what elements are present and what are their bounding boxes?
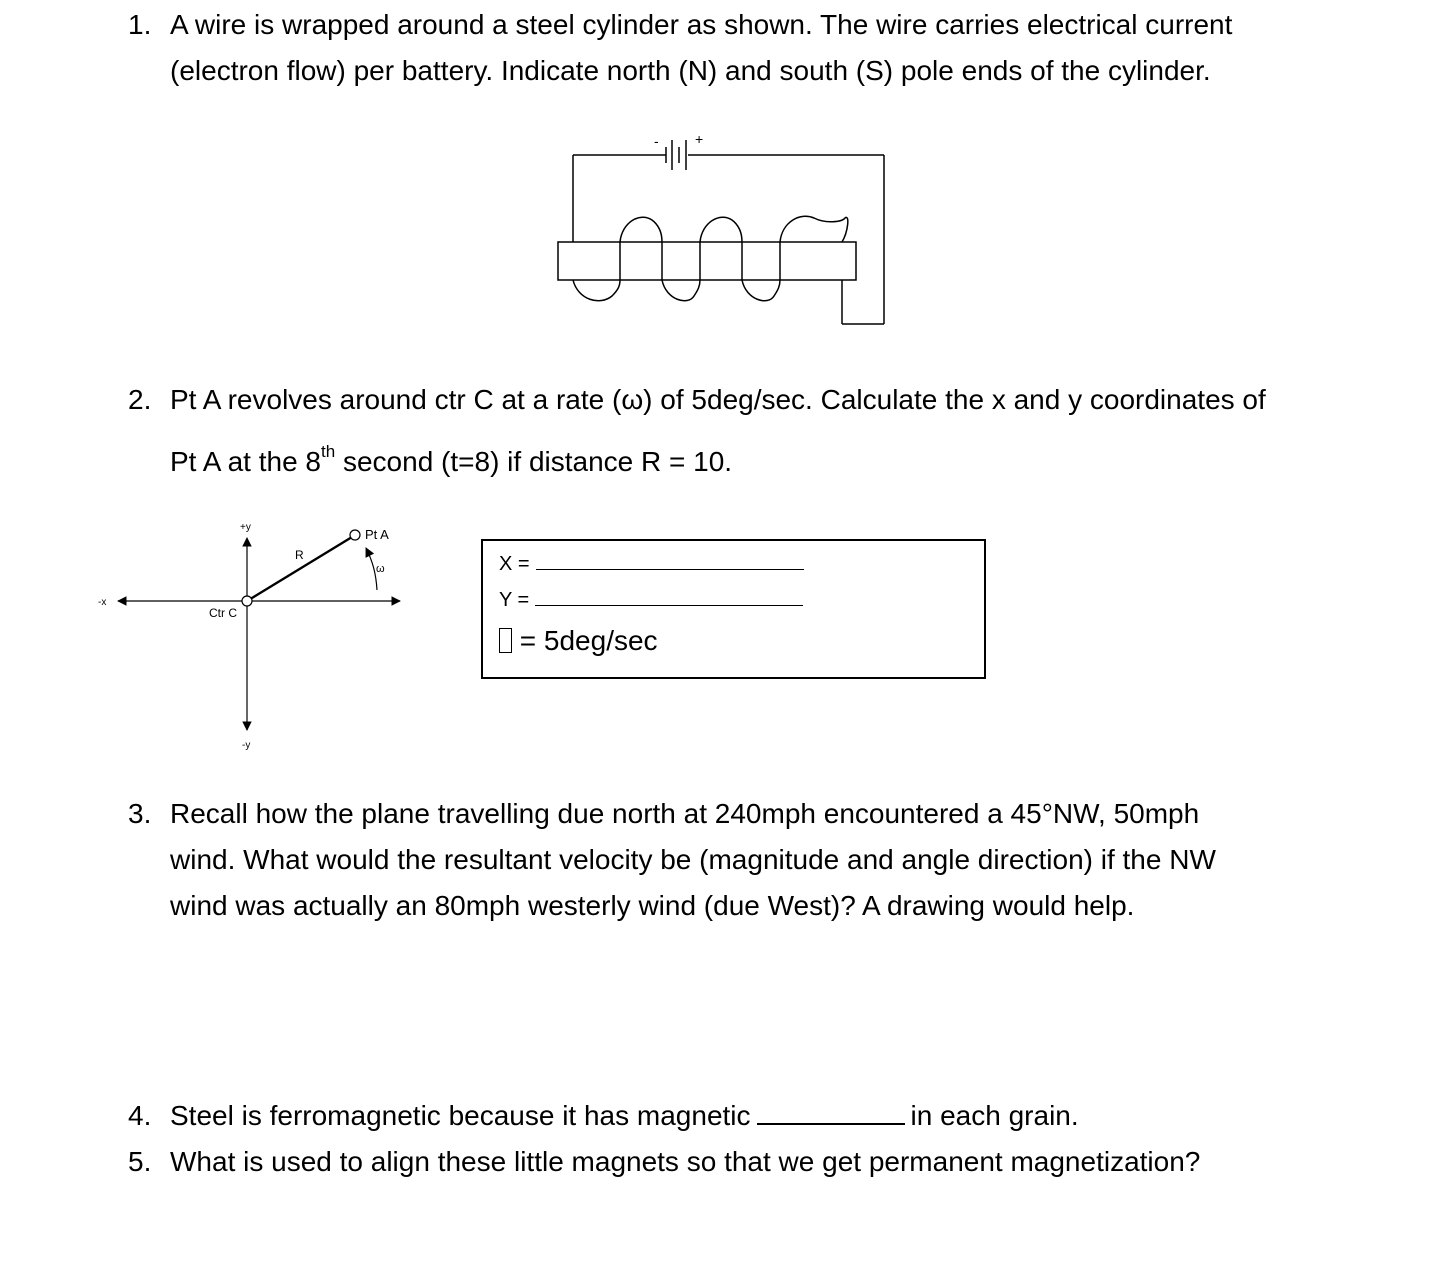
coil-winding xyxy=(573,280,620,301)
question-text-line: Pt A at the 8th second (t=8) if distance R = 10. xyxy=(170,442,733,477)
radius-line xyxy=(247,537,352,601)
question-text-line: Recall how the plane travelling due north at 240mph encountered a 45°NW, 50mph xyxy=(170,798,1200,829)
rotation-diagram xyxy=(90,510,420,760)
question-text-line: What is used to align these little magnets so that we get permanent magnetization? xyxy=(170,1146,1201,1177)
radius-label: R xyxy=(295,548,304,562)
battery-icon xyxy=(666,140,686,170)
coil-winding xyxy=(620,217,662,242)
coil-winding xyxy=(780,216,848,242)
question-number: 3. xyxy=(128,798,152,829)
coil-winding xyxy=(700,217,742,242)
question-text-line: (electron flow) per battery. Indicate north (N) and south (S) pole ends of the cylinder. xyxy=(170,55,1211,86)
answer-box xyxy=(481,539,986,679)
battery-minus-label: - xyxy=(654,133,659,149)
center-label: Ctr C xyxy=(209,606,237,620)
y-answer-blank[interactable] xyxy=(535,591,803,606)
question-number: 2. xyxy=(128,384,152,415)
y-answer-row xyxy=(499,589,803,612)
battery-plus-label: + xyxy=(695,131,704,147)
plus-y-label: +y xyxy=(240,522,251,533)
omega-label: ω xyxy=(376,563,385,575)
question-text-line: wind. What would the resultant velocity be (magnitude and angle direction) if the NW xyxy=(170,844,1216,875)
x-answer-label: X = xyxy=(499,553,530,575)
question-number: 1. xyxy=(128,9,152,40)
center-point xyxy=(242,596,252,606)
x-answer-blank[interactable] xyxy=(536,555,804,570)
fill-in-blank[interactable] xyxy=(757,1101,905,1125)
coil-winding xyxy=(662,280,700,301)
question-number: 4. xyxy=(128,1100,152,1131)
question-text-line: Pt A revolves around ctr C at a rate (ω) of 5deg/sec. Calculate the x and y coordinates of xyxy=(170,384,1266,415)
omega-value-row xyxy=(499,625,658,657)
y-answer-label: Y = xyxy=(499,589,530,611)
question-text-line: A wire is wrapped around a steel cylinder as shown. The wire carries electrical current xyxy=(170,9,1233,40)
question-text-line: wind was actually an 80mph westerly wind (due West)? A drawing would help. xyxy=(170,890,1135,921)
minus-x-label: -x xyxy=(98,597,107,608)
x-answer-row xyxy=(499,553,804,576)
coil-circuit-diagram xyxy=(550,125,895,335)
question-number: 5. xyxy=(128,1146,152,1177)
omega-value: = 5deg/sec xyxy=(519,625,658,656)
question-text-line: Steel is ferromagnetic because it has magnetic in each grain. xyxy=(170,1100,1079,1131)
missing-glyph-icon xyxy=(499,628,512,653)
minus-y-label: -y xyxy=(242,740,251,751)
steel-cylinder xyxy=(558,242,856,280)
point-a xyxy=(350,530,360,540)
coil-winding xyxy=(742,280,780,301)
point-a-label: Pt A xyxy=(365,527,389,542)
